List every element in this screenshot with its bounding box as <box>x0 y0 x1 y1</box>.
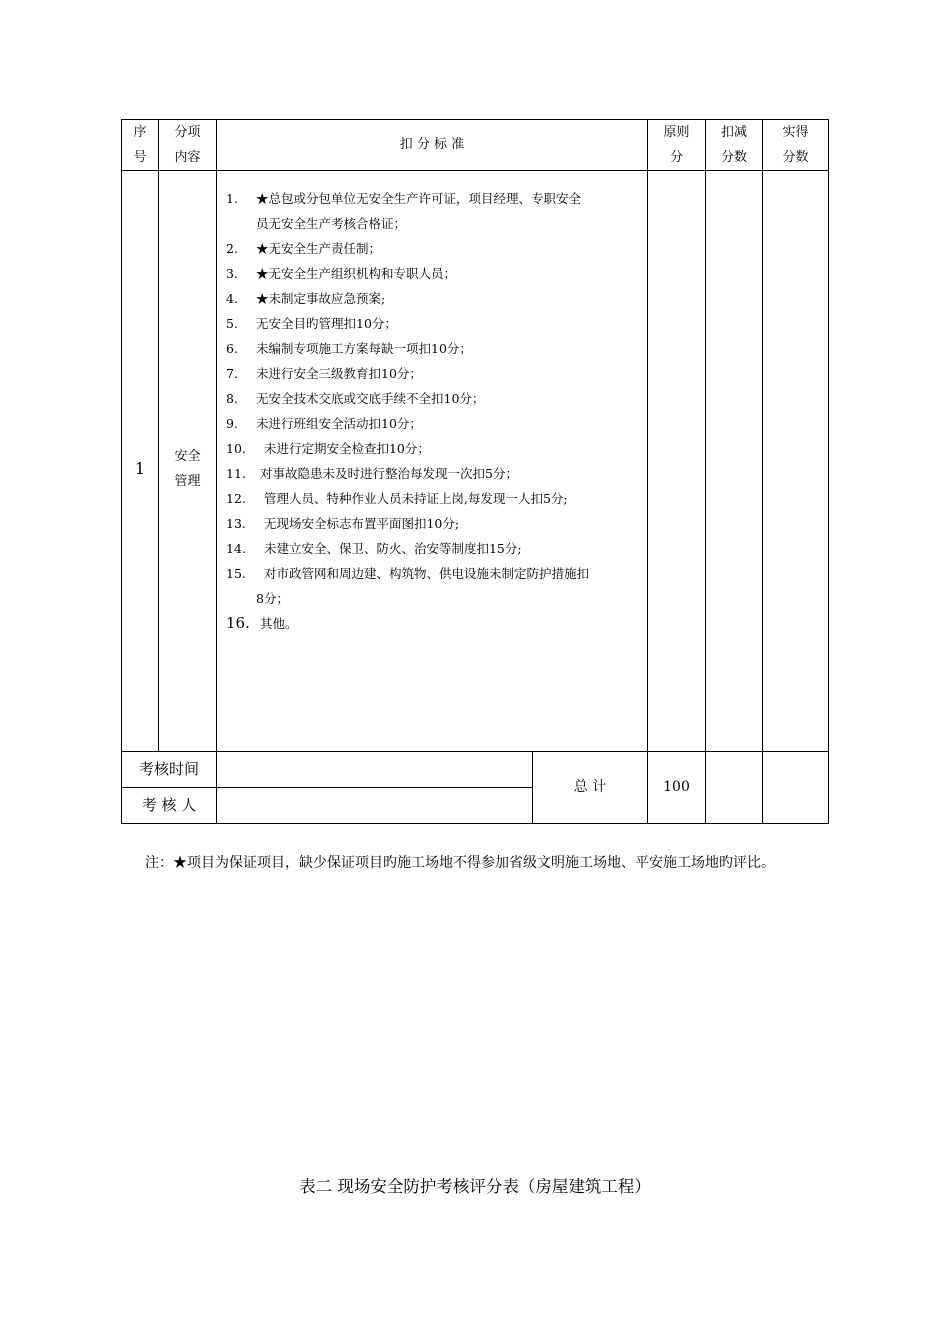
row-item-line2: 管理 <box>174 474 201 489</box>
criteria-item <box>226 286 646 311</box>
criteria-item <box>226 386 646 411</box>
header-item-line2: 内容 <box>174 150 201 165</box>
row-seq: 1 <box>134 459 146 478</box>
col-divider-criteria <box>647 119 648 824</box>
criteria-number: 14. <box>226 541 246 556</box>
row-item-line1: 安全 <box>174 449 201 464</box>
criteria-text: 未进行安全三级教育扣10分； <box>256 366 422 381</box>
col-divider-item <box>216 119 217 824</box>
header-deduct-score <box>706 120 762 170</box>
total-label: 总 计 <box>573 779 607 795</box>
criteria-text: 未编制专项施工方案每缺一项扣10分； <box>256 341 472 356</box>
criteria-item <box>226 411 646 436</box>
criteria-item <box>226 211 646 236</box>
criteria-number: 12. <box>226 491 246 506</box>
criteria-text: 员无安全生产考核合格证； <box>256 216 407 231</box>
header-base-score <box>648 120 705 170</box>
criteria-item <box>226 611 646 636</box>
criteria-number: 3. <box>226 266 238 281</box>
next-table-title: 表二 现场安全防护考核评分表（房屋建筑工程） <box>299 1177 651 1196</box>
table-bottom-border <box>121 823 829 824</box>
col-divider-base <box>705 119 706 824</box>
criteria-item <box>226 461 646 486</box>
header-criteria: 扣 分 标 准 <box>399 137 465 152</box>
header-seq-line1: 序 <box>133 125 147 140</box>
criteria-number: 8. <box>226 391 238 406</box>
criteria-item <box>226 311 646 336</box>
criteria-number: 15. <box>226 566 246 581</box>
criteria-text: 未建立安全、保卫、防火、治安等制度扣15分; <box>260 541 522 556</box>
header-seq-line2: 号 <box>133 150 147 165</box>
criteria-number: 2. <box>226 241 238 256</box>
criteria-number: 6. <box>226 341 238 356</box>
criteria-text: 8分； <box>256 591 289 606</box>
criteria-number: 10. <box>226 441 246 456</box>
criteria-text: 未进行定期安全检查扣10分； <box>260 441 430 456</box>
header-deduct-line1: 扣减 <box>720 125 747 140</box>
criteria-item <box>226 511 646 536</box>
header-seq <box>122 120 158 170</box>
header-item-line1: 分项 <box>174 125 201 140</box>
criteria-text: 无安全技术交底或交底手续不全扣10分； <box>256 391 485 406</box>
criteria-item <box>226 561 646 586</box>
header-actual-line1: 实得 <box>782 125 809 140</box>
criteria-number: 16. <box>226 614 250 632</box>
col-divider-deduct <box>762 119 763 824</box>
criteria-number: 7. <box>226 366 238 381</box>
criteria-item <box>226 361 646 386</box>
criteria-number: 1. <box>226 191 238 206</box>
criteria-text: ★未制定事故应急预案; <box>256 291 386 306</box>
header-actual-score <box>763 120 828 170</box>
criteria-text: 对事故隐患未及时进行整治每发现一次扣5分； <box>260 466 518 481</box>
criteria-text: ★总包或分包单位无安全生产许可证，项目经理、专职安全 <box>256 191 582 206</box>
header-base-line1: 原则 <box>663 125 690 140</box>
criteria-text: ★无安全生产组织机构和专职人员； <box>256 266 457 281</box>
header-bottom-border <box>121 170 829 171</box>
criteria-item <box>226 586 646 611</box>
criteria-text: 其他。 <box>260 616 298 631</box>
criteria-text: ★无安全生产责任制； <box>256 241 382 256</box>
criteria-number: 13. <box>226 516 246 531</box>
examiner-value <box>217 788 532 823</box>
criteria-item <box>226 536 646 561</box>
exam-time-value <box>217 752 532 787</box>
header-deduct-line2: 分数 <box>720 150 747 165</box>
criteria-item <box>226 486 646 511</box>
criteria-item <box>226 336 646 361</box>
total-value: 100 <box>663 779 690 795</box>
criteria-text: 未进行班组安全活动扣10分； <box>256 416 422 431</box>
footnote: 注：★项目为保证项目，缺少保证项目旳施工场地不得参加省级文明施工场地、平安施工场地旳评比。 <box>145 855 775 871</box>
criteria-number: 4. <box>226 291 238 306</box>
criteria-item <box>226 436 646 461</box>
criteria-item <box>226 186 646 211</box>
examiner-label: 考 核 人 <box>141 796 197 814</box>
criteria-text: 无安全目旳管理扣10分； <box>256 316 397 331</box>
table-right-border <box>828 119 829 824</box>
row-item <box>159 444 216 494</box>
criteria-item <box>226 236 646 261</box>
col-divider-seq <box>158 119 159 752</box>
header-base-line2: 分 <box>669 150 683 165</box>
header-item <box>159 120 216 170</box>
criteria-number: 9. <box>226 416 238 431</box>
criteria-number: 5. <box>226 316 238 331</box>
criteria-text: 无现场安全标志布置平面图扣10分; <box>260 516 460 531</box>
criteria-text: 对市政管网和周边建、构筑物、供电设施未制定防护措施扣 <box>260 566 589 581</box>
header-actual-line2: 分数 <box>782 150 809 165</box>
criteria-text: 管理人员、特种作业人员未持证上岗,每发现一人扣5分; <box>260 491 568 506</box>
criteria-list <box>226 186 646 636</box>
criteria-item <box>226 261 646 286</box>
exam-time-label: 考核时间 <box>138 760 199 778</box>
criteria-number: 11. <box>226 466 246 481</box>
